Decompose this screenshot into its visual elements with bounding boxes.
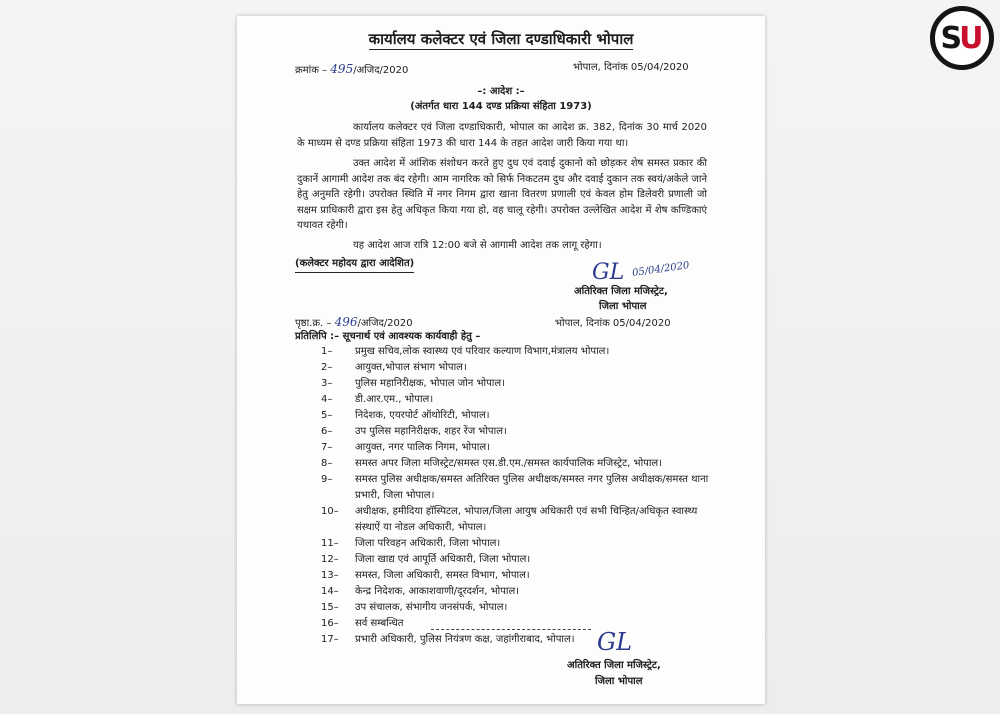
logo-letter-s: S: [940, 20, 960, 56]
list-item-text: उप संचालक, संभागीय जनसंपर्क, भोपाल।: [355, 602, 508, 613]
order-paragraph-2: उक्त आदेश में आंशिक संशोधन करते हुए दुध एवं दवाई दुकानो को छोड़कर शेष समस्त प्रकार की दुकानें आगामी आदेश तक बंद रहेगी। आम नागरिक को सिर्फ निकटतम दुध और दवाई दुकान तक स्वयं/अकेले जाने हेतु अनुमति रहेगी। उपरोक्त स्थिति में नगर निगम द्वारा खाना वितरण प्रणाली एवं केवल होम डिलेवरी प्रणाली जो सक्षम प्राधिकारी द्वारा इस हेतु अधिकृत किया गया हो, वह चालू रहेगी। उपरोक्त उल्लेखित आदेश में शेष कण्डिकाएं यथावत रहेगी।: [297, 158, 707, 231]
signatory-1-place: जिला भोपाल: [599, 301, 647, 312]
list-item-number: 2–: [321, 362, 333, 373]
list-item-number: 6–: [321, 426, 333, 437]
list-item-number: 14–: [321, 586, 339, 597]
signatory-1-designation: अतिरिक्त जिला मजिस्ट्रेट,: [574, 286, 668, 297]
list-item-number: 9–: [321, 474, 333, 485]
order-subtitle: (अंतर्गत धारा 144 दण्ड प्रक्रिया संहिता 1973): [410, 101, 592, 112]
su-logo-icon: [930, 6, 994, 70]
list-item-text: निदेशक, एयरपोर्ट ऑथोरिटी, भोपाल।: [355, 410, 490, 421]
logo-letter-u: U: [959, 20, 984, 56]
list-item-number: 7–: [321, 442, 333, 453]
signatory-2-designation: अतिरिक्त जिला मजिस्ट्रेट,: [567, 660, 661, 671]
list-item-text: डी.आर.एम., भोपाल।: [355, 394, 434, 405]
list-item-text: समस्त पुलिस अधीक्षक/समस्त अतिरिक्त पुलिस अधीक्षक/समस्त नगर पुलिस अधीक्षक/समस्त थाना प्रभारी, जिला भोपाल।: [355, 474, 709, 501]
list-item-number: 11–: [321, 538, 339, 549]
list-item-text: प्रभारी अधिकारी, पुलिस नियंत्रण कक्ष, जहांगीराबाद, भोपाल।: [355, 634, 575, 645]
list-item-number: 1–: [321, 346, 333, 357]
list-item-number: 15–: [321, 602, 339, 613]
handwritten-number: 495: [330, 62, 354, 76]
office-heading: कार्यालय कलेक्टर एवं जिला दण्डाधिकारी भोपाल: [368, 30, 634, 48]
order-paragraph-3: यह आदेश आज रात्रि 12:00 बजे से आगामी आदेश तक लागू रहेगा।: [353, 240, 602, 251]
list-item-text: पुलिस महानिरीक्षक, भोपाल जोन भोपाल।: [355, 378, 505, 389]
list-item-text: समस्त, जिला अधिकारी, समस्त विभाग, भोपाल।: [355, 570, 530, 581]
copy-heading: प्रतिलिपि :– सूचनार्थ एवं आवश्यक कार्यवाही हेतु –: [295, 331, 481, 342]
list-item-number: 3–: [321, 378, 333, 389]
list-item-text: आयुक्त,भोपाल संभाग भोपाल।: [355, 362, 467, 373]
handwritten-number-2: 496: [334, 315, 358, 329]
signature-2: GL: [597, 628, 633, 656]
signature-1-date: 05/04/2020: [631, 260, 691, 279]
order-number: क्रमांक – 495/अजिद/2020: [295, 62, 409, 76]
list-item-number: 10–: [321, 506, 339, 517]
list-item-text: जिला परिवहन अधिकारी, जिला भोपाल।: [355, 538, 501, 549]
order-title: –: आदेश :–: [477, 86, 525, 97]
list-item-text: जिला खाद्य एवं आपूर्ति अधिकारी, जिला भोपाल।: [355, 554, 531, 565]
list-item-number: 4–: [321, 394, 333, 405]
signatory-2-place: जिला भोपाल: [595, 676, 643, 687]
list-item-number: 13–: [321, 570, 339, 581]
list-item-text: सर्व सम्बन्धित: [355, 618, 404, 629]
signature-1: GL: [592, 260, 625, 285]
list-item-text: प्रमुख सचिव,लोक स्वास्थ्य एवं परिवार कल्याण विभाग,मंत्रालय भोपाल।: [355, 346, 610, 357]
list-item-number: 16–: [321, 618, 339, 629]
copy-reference-number: पृष्ठा.क्र. – 496/अजिद/2020: [295, 315, 413, 329]
list-item-text: केन्द्र निदेशक, आकाशवाणी/दूरदर्शन, भोपाल।: [355, 586, 520, 597]
list-item-text: समस्त अपर जिला मजिस्ट्रेट/समस्त एस.डी.एम./समस्त कार्यपालिक मजिस्ट्रेट, भोपाल।: [355, 458, 662, 469]
blank-line: [431, 616, 591, 630]
list-item-text: अधीक्षक, हमीदिया हॉस्पिटल, भोपाल/जिला आयुष अधिकारी एवं सभी चिन्हित/अधिकृत स्वास्थ्य संस्थाऐं या नोडल अधिकारी, भोपाल।: [355, 506, 698, 533]
list-item-number: 12–: [321, 554, 339, 565]
document-page: [237, 16, 765, 704]
order-paragraph-1: कार्यालय कलेक्टर एवं जिला दण्डाधिकारी, भोपाल का आदेश क्र. 382, दिनांक 30 मार्च 2020 के माध्यम से दण्ड प्रक्रिया संहिता 1973 की धारा 144 के तहत आदेश जारी किया गया था।: [297, 122, 707, 149]
list-item-number: 5–: [321, 410, 333, 421]
list-item-text: उप पुलिस महानिरीक्षक, शहर रेंज भोपाल।: [355, 426, 507, 437]
list-item-number: 8–: [321, 458, 333, 469]
authority-note: (कलेक्टर महोदय द्वारा आदेशित): [295, 256, 414, 273]
list-item-number: 17–: [321, 634, 339, 645]
copy-date: भोपाल, दिनांक 05/04/2020: [555, 318, 671, 329]
order-date: भोपाल, दिनांक 05/04/2020: [573, 62, 689, 73]
list-item-text: आयुक्त, नगर पालिक निगम, भोपाल।: [355, 442, 490, 453]
